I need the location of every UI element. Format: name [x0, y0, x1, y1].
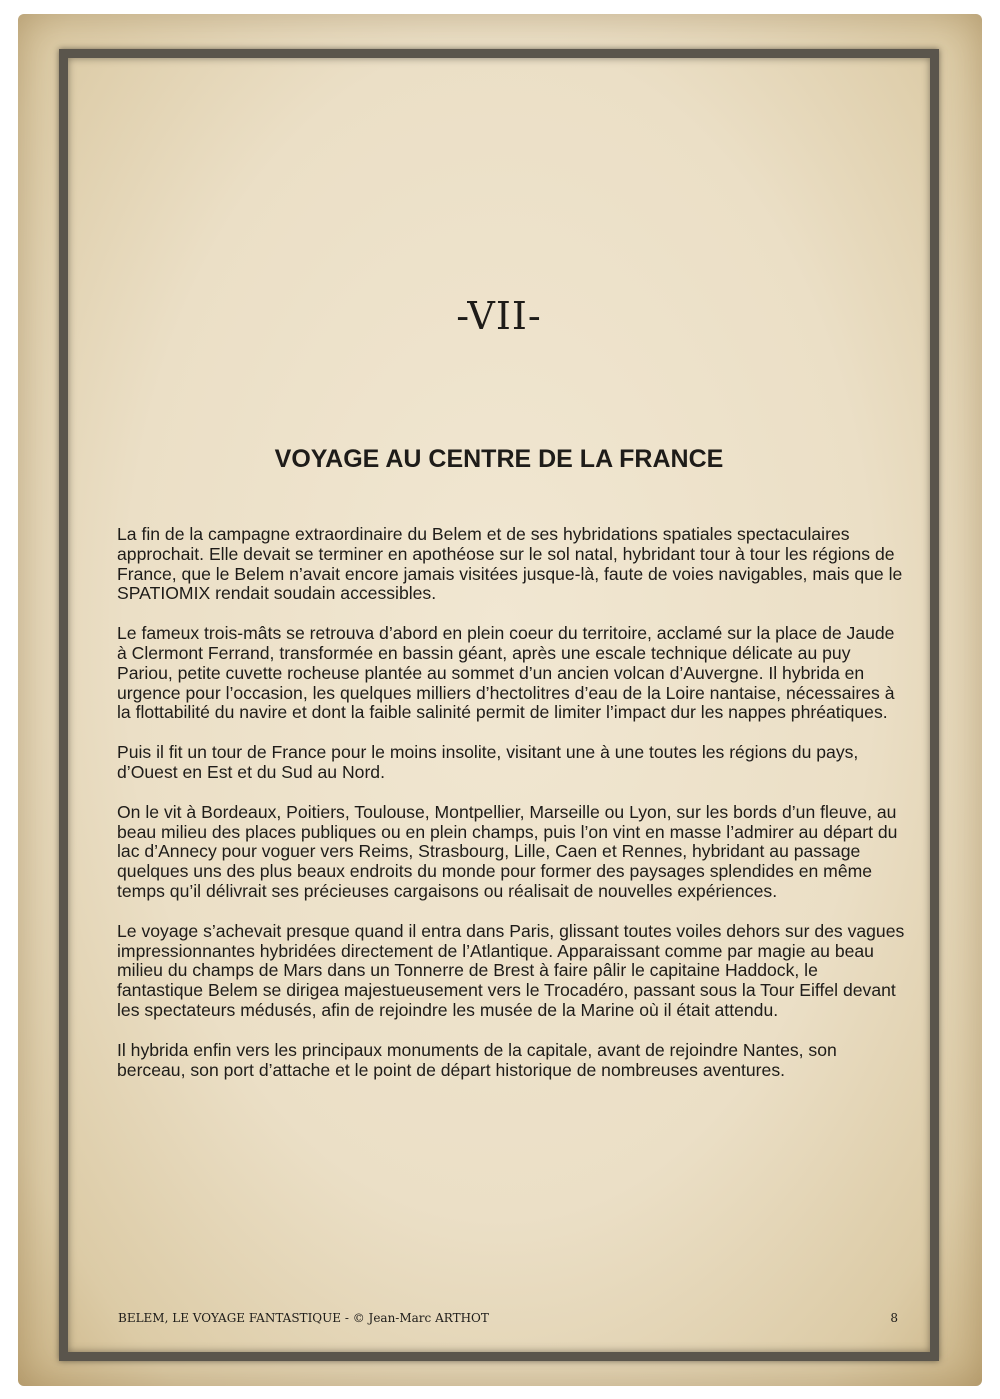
page-number: 8 [890, 1311, 898, 1325]
page-content [72, 62, 926, 1348]
chapter-number: -VII- [456, 294, 542, 338]
paragraph: Le fameux trois-mâts se retrouva d’abord en plein coeur du territoire, acclamé sur la place de Jaude à Clermont Ferrand, transformée en bassin géant, après une escale technique délicate au puy Pariou, petite cuvette rocheuse plantée au sommet d’un ancien volcan d’Auvergne. Il hybrida en urgence pour l’occasion, les quelques milliers d’hectolitres d’eau de la Loire nantaise, nécessaires à la flottabilité du navire et dont la faible salinité permit de limiter l’impact dur les nappes phréatiques. [117, 623, 895, 723]
paragraph: On le vit à Bordeaux, Poitiers, Toulouse, Montpellier, Marseille ou Lyon, sur les bords d’un fleuve, au beau milieu des places publiques ou en plein champs, puis l’on vint en masse l’admirer au départ du lac d’Annecy pour voguer vers Reims, Strasbourg, Lille, Caen et Rennes, hybridant au passage quelques uns des plus beaux endroits du monde pour former des paysages splendides en même temps qu’il délivrait ses précieuses cargaisons ou réalisait de nouvelles expériences. [117, 801, 898, 901]
paragraph: Puis il fit un tour de France pour le moins insolite, visitant une à une toutes les régions du pays, d’Ouest en Est et du Sud au Nord. [117, 742, 859, 782]
paragraph: Le voyage s’achevait presque quand il entra dans Paris, glissant toutes voiles dehors sur des vagues impressionnantes hybridées directement de l’Atlantique. Apparaissant comme par magie au beau milieu du champs de Mars dans un Tonnerre de Brest à faire pâlir le capitaine Haddock, le fantastique Belem se dirigea majestueusement vers le Trocadéro, passant sous la Tour Eiffel devant les spectateurs médusés, afin de rejoindre les musée de la Marine où il était attendu. [117, 920, 905, 1020]
footer-credit: BELEM, LE VOYAGE FANTASTIQUE - © Jean-Marc ARTHOT [118, 1311, 489, 1325]
chapter-title: VOYAGE AU CENTRE DE LA FRANCE [274, 445, 724, 473]
paragraph: La fin de la campagne extraordinaire du Belem et de ses hybridations spatiales spectaculaires approchait. Elle devait se terminer en apothéose sur le sol natal, hybridant tour à tour les régions de France, que le Belem n’avait encore jamais visitées jusque-là, faute de voies navigables, mais que le SPATIOMIX rendait soudain accessibles. [117, 524, 903, 604]
chapter-body [117, 525, 907, 1100]
paragraph: Il hybrida enfin vers les principaux monuments de la capitale, avant de rejoindre Nantes, son berceau, son port d’attache et le point de départ historique de nombreuses aventures. [117, 1039, 837, 1080]
